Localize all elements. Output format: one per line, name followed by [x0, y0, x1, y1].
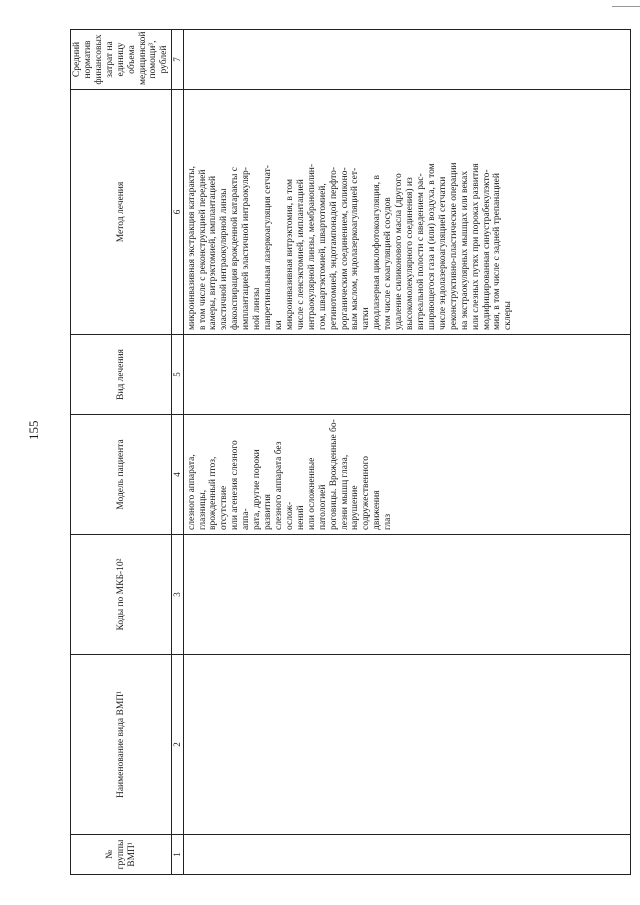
cell-vmp-name [183, 655, 630, 835]
cell-treatment-method [183, 90, 630, 335]
method-line: гом, швартэктомией, швартотомией, [317, 183, 328, 330]
header-treatment-type: Вид лечения [71, 335, 172, 415]
header-treatment-method: Метод лечения [71, 90, 172, 335]
patient-model-line: рата, другие пороки развития [252, 449, 274, 530]
method-line: на экстраокулярных мышцах или веках [459, 170, 470, 330]
header-row [71, 30, 172, 875]
method-line: реконструктивно-пластические операции [448, 162, 459, 330]
method-line: рорганическим соединением, силиконо- [339, 167, 350, 330]
patient-model-line: врожденный птоз, отсутствие [208, 456, 230, 530]
method-line: интраокулярной линзы, мембранопилин- [306, 163, 317, 330]
method-line: диодлазерная циклофотокоагуляция, в [372, 175, 383, 330]
patient-model-line: слезного аппарата без ослож- [274, 441, 295, 530]
method-line: том числе с коагуляцией сосудов [383, 197, 394, 330]
method-line: ретинотомией, эндотампонадой перфто- [328, 166, 339, 330]
patient-model-line: глаз [383, 513, 394, 530]
rotated-table-page [70, 30, 625, 875]
method-line: ной линзы [252, 287, 263, 330]
patient-model-line: или осложненные патологией [306, 457, 328, 530]
cell-icd-codes [183, 535, 630, 655]
method-line: эластичной интраокулярной линзы [219, 188, 230, 330]
table-row [183, 30, 630, 875]
method-line: камеры, витрэктомией, имплантацией [208, 175, 219, 330]
patient-model-line: или агенезия слезного аппа- [230, 440, 252, 530]
method-line: ширяющегося газа и (или) воздуха, в том [426, 163, 437, 330]
patient-model-line: лезни мышц глаза, нарушение [339, 454, 361, 530]
method-line: чатки [361, 307, 372, 330]
method-line: числе с ленсэктомией, имплантацией [295, 179, 306, 330]
column-number-row [172, 30, 183, 875]
method-line: удаление силиконового масла (другого [394, 173, 405, 330]
column-number: 2 [172, 655, 183, 835]
method-line: витреальной полости с введением рас- [416, 173, 426, 330]
vmp-table [70, 29, 631, 875]
cell-group-number [183, 835, 630, 875]
patient-model-line: нений [295, 505, 306, 530]
method-line: микроинвазивная экстракция катаракты, [186, 165, 197, 330]
patient-model-line: содружественного движения [361, 455, 383, 530]
method-line: высокомолекулярного соединения) из [405, 177, 416, 330]
column-number: 5 [172, 335, 183, 415]
method-line: микроинвазивная витрэктомия, в том [284, 179, 295, 330]
method-line: вым маслом, эндолазеркоагуляцией сет- [350, 167, 361, 330]
method-line: числе эндолазеркоагуляцией сетчатки [437, 176, 448, 330]
header-patient-model: Модель пациента [71, 415, 172, 535]
patient-model-line: роговицы. Врожденные бо- [328, 419, 339, 530]
method-line: факоаспирация врожденной катаракты с [230, 167, 241, 330]
method-line: имплантацией эластичной интраокуляр- [241, 167, 252, 330]
cell-treatment-type [183, 335, 630, 415]
header-cost-standard: Средний норматив финансовых затрат на единицу объема медицинской помощи³, рублей [71, 30, 172, 90]
patient-model-line: слезного аппарата, глазницы, [186, 454, 208, 530]
method-line: или слезных путях при пороках развития [470, 163, 481, 330]
cell-cost-standard [183, 30, 630, 90]
method-line: ки [274, 320, 285, 330]
column-number: 6 [172, 90, 183, 335]
header-group-number: № группы ВМП¹ [71, 835, 172, 875]
header-icd-codes: Коды по МКБ-10² [71, 535, 172, 655]
method-line: склеры [503, 301, 514, 330]
scan-artifact-line [612, 6, 640, 7]
column-number: 7 [172, 30, 183, 90]
method-line: в том числе с реконструкцией передней [197, 169, 208, 330]
method-line: модифицированная синустрабекулэкто- [481, 169, 492, 330]
column-number: 4 [172, 415, 183, 535]
method-line: панретинальная лазеркоагуляция сетчат- [263, 165, 274, 330]
method-line: мия, в том числе с задней трепанацией [492, 173, 503, 330]
page-number: 155 [26, 420, 41, 440]
column-number: 3 [172, 535, 183, 655]
header-vmp-name: Наименование вида ВМП¹ [71, 655, 172, 835]
column-number: 1 [172, 835, 183, 875]
cell-patient-model [183, 415, 630, 535]
